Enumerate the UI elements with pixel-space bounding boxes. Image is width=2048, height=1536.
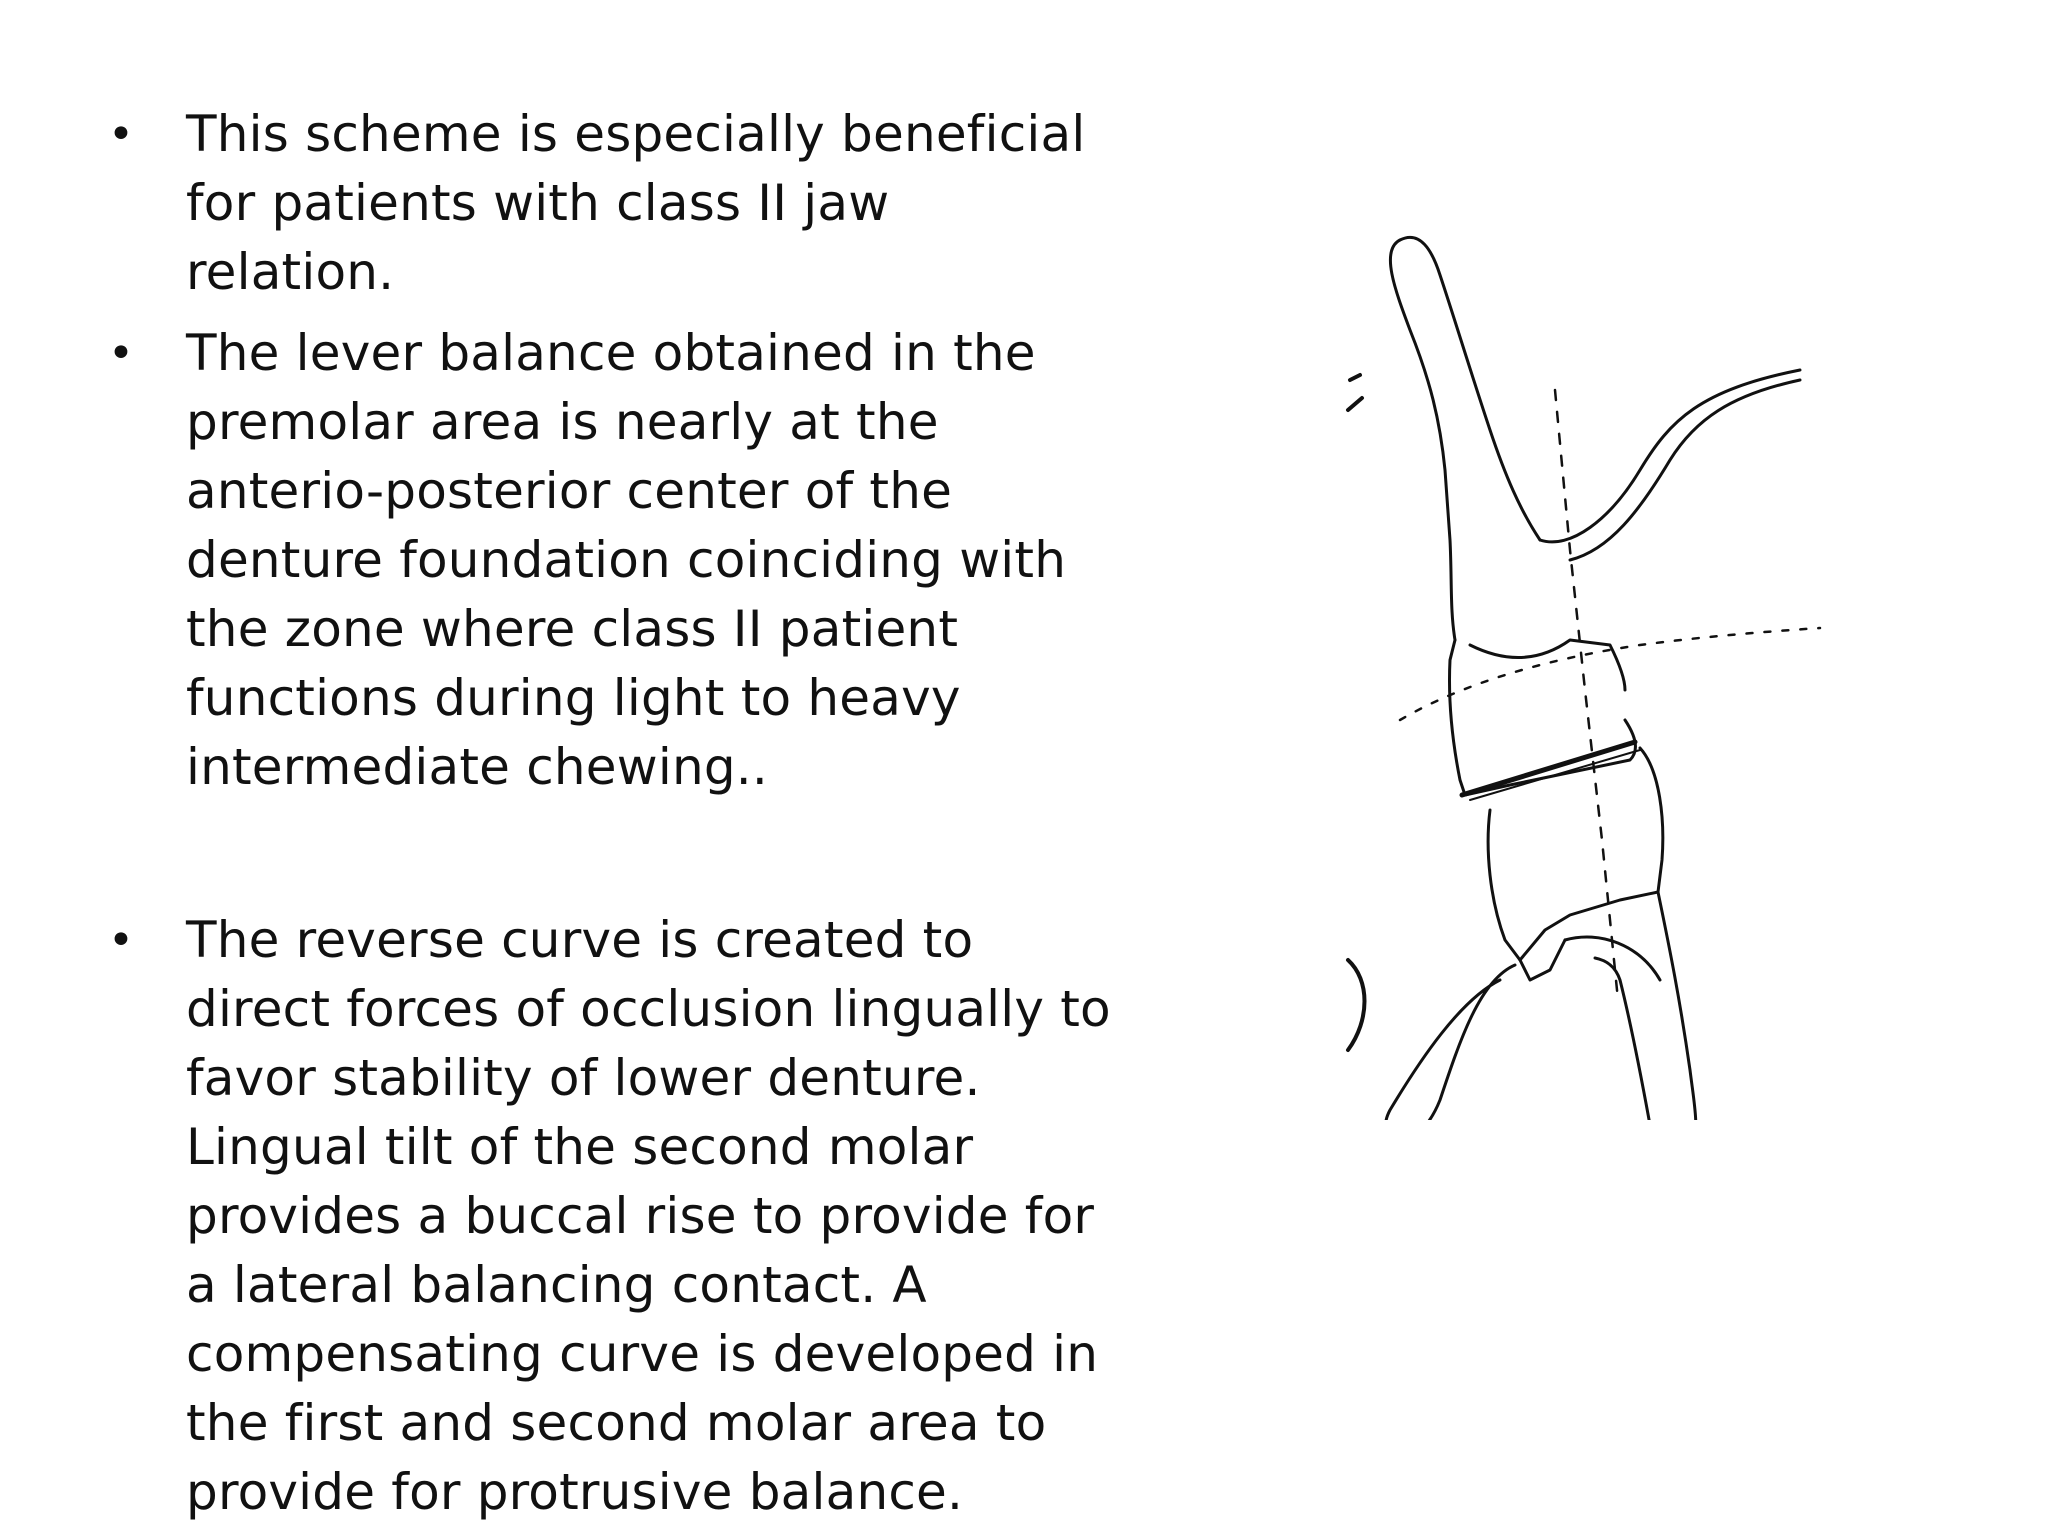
bullet-item-3 (108, 906, 1218, 1527)
bullet-3-line-8: the first and second molar area to (186, 1394, 1047, 1452)
bullet-dot: • (108, 328, 135, 379)
bullet-3-line-7: compensating curve is developed in (186, 1325, 1099, 1383)
bullet-item-2 (108, 319, 1218, 802)
bullet-1-line-2: for patients with class II jaw (186, 174, 890, 232)
bullet-2-line-7: intermediate chewing.. (186, 738, 768, 796)
bullet-item-1 (108, 100, 1218, 307)
molar-occlusion-diagram-icon (1340, 220, 1840, 1120)
bullet-3-line-1: The reverse curve is created to (186, 911, 974, 969)
bullet-2-line-6: functions during light to heavy (186, 669, 961, 727)
bullet-3-line-5: provides a buccal rise to provide for (186, 1187, 1095, 1245)
bullet-3-line-6: a lateral balancing contact. A (186, 1256, 927, 1314)
bullet-2-line-1: The lever balance obtained in the (186, 324, 1036, 382)
bullet-dot: • (108, 109, 135, 160)
bullet-3-line-4: Lingual tilt of the second molar (186, 1118, 974, 1176)
bullet-3-line-2: direct forces of occlusion lingually to (186, 980, 1111, 1038)
bullet-3-line-9: provide for protrusive balance. (186, 1463, 964, 1521)
bullet-list (108, 100, 1218, 1527)
bullet-1-line-1: This scheme is especially beneficial (186, 105, 1086, 163)
bullet-1-line-3: relation. (186, 243, 395, 301)
bullet-3-line-3: favor stability of lower denture. (186, 1049, 981, 1107)
bullet-2-line-4: denture foundation coinciding with (186, 531, 1067, 589)
bullet-2-line-2: premolar area is nearly at the (186, 393, 939, 451)
bullet-2-line-5: the zone where class II patient (186, 600, 959, 658)
bullet-dot: • (108, 915, 135, 966)
bullet-2-line-3: anterio-posterior center of the (186, 462, 953, 520)
